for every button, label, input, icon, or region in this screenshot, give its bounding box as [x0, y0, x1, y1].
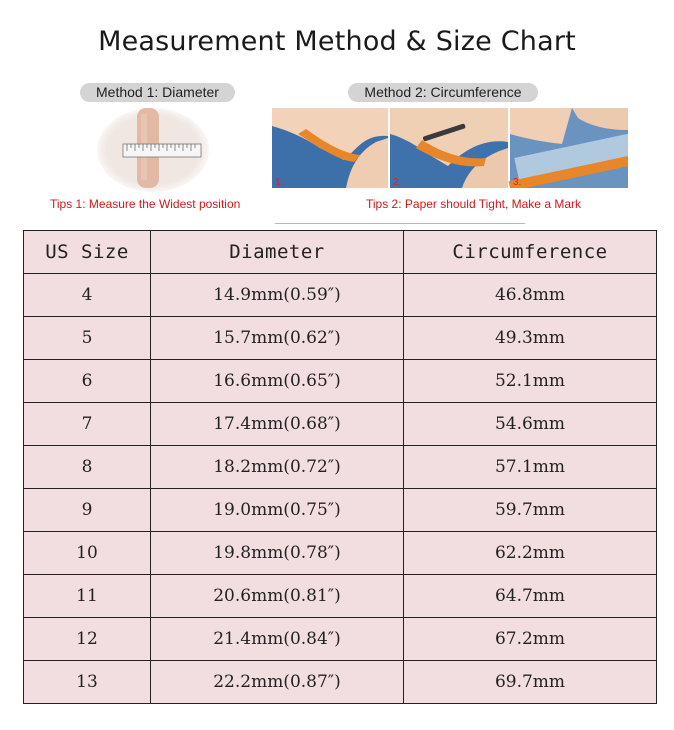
circumference-cell: 46.8mm: [404, 274, 657, 317]
step-2-panel: [390, 108, 508, 188]
finger-ruler-illustration: [97, 108, 209, 192]
circumference-cell: 59.7mm: [404, 489, 657, 532]
table-row: [24, 317, 657, 360]
method-1-badge: Method 1: Diameter: [80, 83, 235, 102]
step-3-label: 3.: [513, 177, 522, 188]
table-row: [24, 532, 657, 575]
circumference-cell: 67.2mm: [404, 618, 657, 661]
diameter-cell: 19.0mm(0.75″): [151, 489, 404, 532]
size-cell: 13: [24, 661, 151, 704]
diameter-cell: 15.7mm(0.62″): [151, 317, 404, 360]
header-us-size: US Size: [24, 231, 151, 274]
size-cell: 5: [24, 317, 151, 360]
size-chart-table: [23, 230, 657, 704]
diameter-cell: 14.9mm(0.59″): [151, 274, 404, 317]
tip-1-text: Tips 1: Measure the Widest position: [50, 197, 241, 211]
table-row: [24, 489, 657, 532]
divider: [275, 223, 525, 224]
table-row: [24, 274, 657, 317]
step-2-label: 2.: [393, 177, 402, 188]
step-1-label: 1.: [275, 177, 284, 188]
size-cell: 4: [24, 274, 151, 317]
size-cell: 11: [24, 575, 151, 618]
page-title: Measurement Method & Size Chart: [98, 26, 576, 57]
diameter-cell: 17.4mm(0.68″): [151, 403, 404, 446]
size-cell: 9: [24, 489, 151, 532]
step-1-panel: [272, 108, 388, 188]
size-cell: 12: [24, 618, 151, 661]
size-cell: 7: [24, 403, 151, 446]
size-cell: 6: [24, 360, 151, 403]
diameter-cell: 16.6mm(0.65″): [151, 360, 404, 403]
header-circumference: Circumference: [404, 231, 657, 274]
size-cell: 8: [24, 446, 151, 489]
circumference-cell: 57.1mm: [404, 446, 657, 489]
header-diameter: Diameter: [151, 231, 404, 274]
ruler-icon: [123, 144, 201, 157]
method-2-badge: Method 2: Circumference: [348, 83, 538, 102]
circumference-cell: 69.7mm: [404, 661, 657, 704]
tip-2-text: Tips 2: Paper should Tight, Make a Mark: [366, 197, 581, 211]
diameter-cell: 18.2mm(0.72″): [151, 446, 404, 489]
circumference-cell: 64.7mm: [404, 575, 657, 618]
diameter-cell: 21.4mm(0.84″): [151, 618, 404, 661]
diameter-cell: 20.6mm(0.81″): [151, 575, 404, 618]
diameter-cell: 19.8mm(0.78″): [151, 532, 404, 575]
table-row: [24, 446, 657, 489]
size-cell: 10: [24, 532, 151, 575]
table-row: [24, 661, 657, 704]
diameter-cell: 22.2mm(0.87″): [151, 661, 404, 704]
circumference-cell: 52.1mm: [404, 360, 657, 403]
circumference-cell: 54.6mm: [404, 403, 657, 446]
circumference-cell: 49.3mm: [404, 317, 657, 360]
table-row: [24, 403, 657, 446]
table-row: [24, 360, 657, 403]
circumference-steps-illustration: [272, 108, 628, 188]
circumference-cell: 62.2mm: [404, 532, 657, 575]
table-row: [24, 618, 657, 661]
table-header-row: [24, 231, 657, 274]
table-row: [24, 575, 657, 618]
step-3-panel: [509, 108, 628, 188]
